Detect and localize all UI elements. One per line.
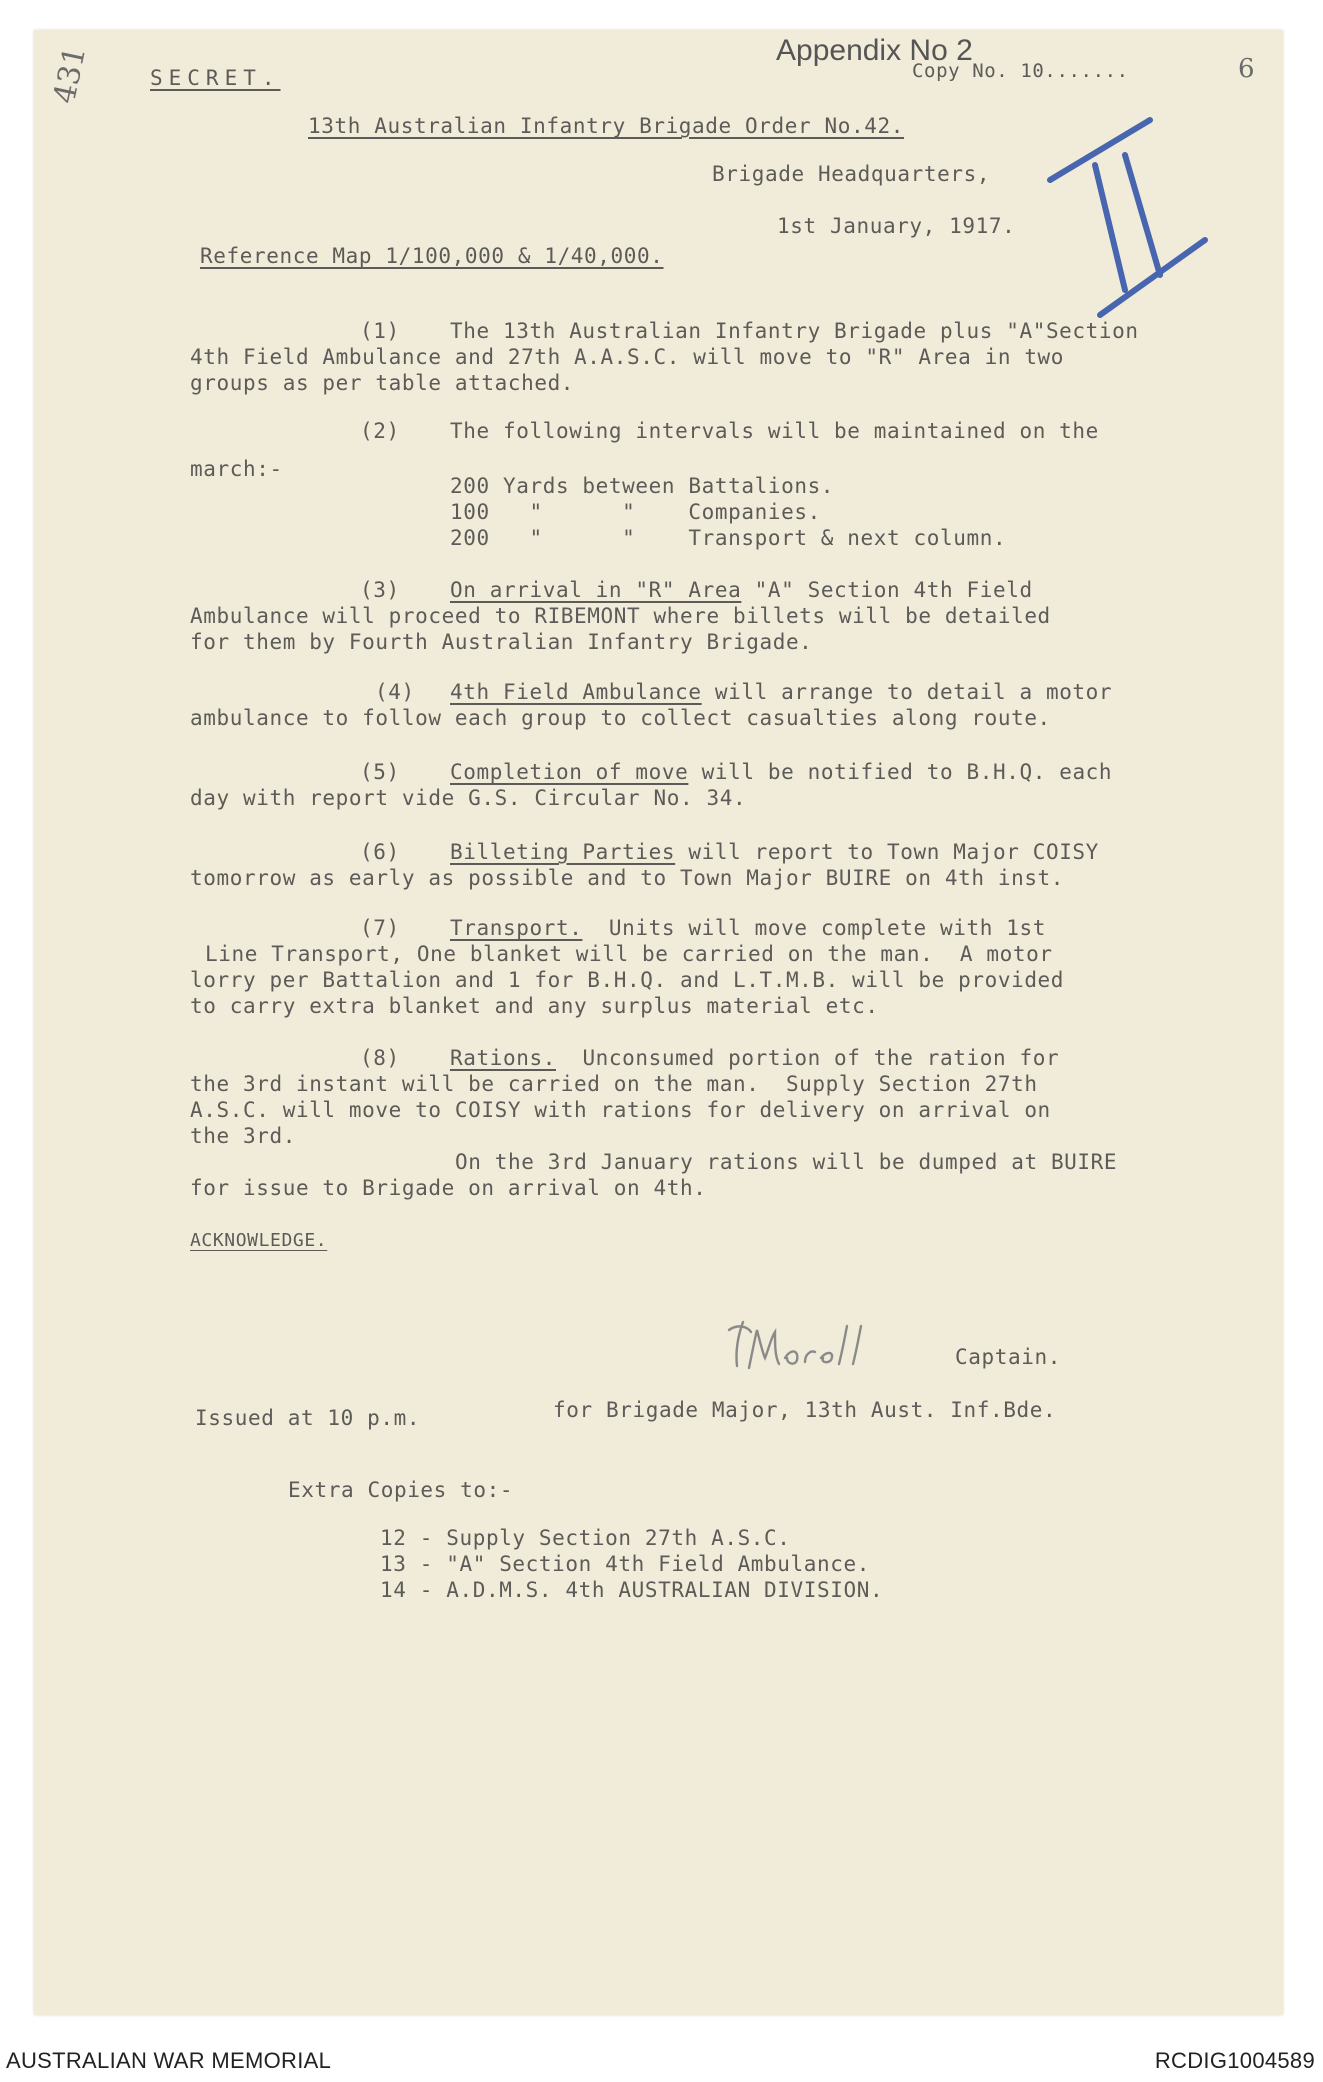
para-5-number: (5) bbox=[360, 760, 400, 784]
para-6-line: will report to Town Major COISY bbox=[675, 840, 1099, 864]
margin-number: 431 bbox=[47, 43, 94, 107]
para-3-first-line bbox=[450, 580, 1033, 601]
para-7-line: lorry per Battalion and 1 for B.H.Q. and L.T.M.B. will be provided bbox=[190, 968, 1065, 992]
footer-image-id: RCDIG1004589 bbox=[1154, 2048, 1315, 2073]
copy-number: Copy No. 10....... bbox=[912, 60, 1129, 82]
para-3-line: "A" Section 4th Field bbox=[741, 578, 1033, 602]
reference-map: Reference Map 1/100,000 & 1/40,000. bbox=[200, 244, 664, 268]
para-4-number: (4) bbox=[375, 680, 415, 704]
acknowledge-line: ACKNOWLEDGE. bbox=[190, 1230, 328, 1251]
date-line: 1st January, 1917. bbox=[777, 214, 1016, 238]
para-8-line: the 3rd. bbox=[190, 1124, 296, 1148]
para-6-heading: Billeting Parties bbox=[450, 840, 676, 864]
para-3-line: Ambulance will proceed to RIBEMONT where billets will be detailed bbox=[190, 604, 1051, 628]
para-1-line: 4th Field Ambulance and 27th A.A.S.C. will move to "R" Area in two bbox=[190, 345, 1065, 369]
para-8-first-line bbox=[450, 1048, 1059, 1069]
para-7-first-line bbox=[450, 918, 1046, 939]
para-5-first-line bbox=[450, 762, 1112, 783]
para-4-line: will arrange to detail a motor bbox=[701, 680, 1113, 704]
pencil-mark-icon bbox=[1040, 110, 1220, 325]
interval-item: 200 Yards between Battalions. bbox=[450, 474, 835, 498]
signature-icon bbox=[725, 1318, 925, 1378]
para-6-first-line bbox=[450, 842, 1099, 863]
para-1-line: groups as per table attached. bbox=[190, 371, 575, 395]
para-8-line: On the 3rd January rations will be dumped at BUIRE bbox=[455, 1150, 1118, 1174]
signature-for-line: for Brigade Major, 13th Aust. Inf.Bde. bbox=[553, 1398, 1057, 1422]
appendix-note: Appendix No 2 bbox=[776, 34, 973, 67]
para-7-number: (7) bbox=[360, 916, 400, 940]
para-2-number: (2) bbox=[360, 419, 400, 443]
para-5-line: day with report vide G.S. Circular No. 34. bbox=[190, 786, 747, 810]
para-2-line: The following intervals will be maintained on the bbox=[450, 419, 1099, 443]
para-8-heading: Rations. bbox=[450, 1046, 556, 1070]
para-8-number: (8) bbox=[360, 1046, 400, 1070]
para-8-line: Unconsumed portion of the ration for bbox=[555, 1046, 1060, 1070]
para-6-number: (6) bbox=[360, 840, 400, 864]
para-4-first-line bbox=[450, 682, 1112, 703]
para-6-line: tomorrow as early as possible and to Town Major BUIRE on 4th inst. bbox=[190, 866, 1065, 890]
interval-item: 200 " " Transport & next column. bbox=[450, 526, 1007, 550]
para-1-line: The 13th Australian Infantry Brigade plus "A"Section bbox=[450, 319, 1139, 343]
page-number: 6 bbox=[1238, 54, 1255, 84]
para-8-line: for issue to Brigade on arrival on 4th. bbox=[190, 1176, 707, 1200]
para-7-heading: Transport. bbox=[450, 916, 583, 940]
extra-copies-item: 14 - A.D.M.S. 4th AUSTRALIAN DIVISION. bbox=[380, 1578, 884, 1602]
para-4-heading: 4th Field Ambulance bbox=[450, 680, 702, 704]
para-4-line: ambulance to follow each group to collect casualties along route. bbox=[190, 706, 1051, 730]
issued-at: Issued at 10 p.m. bbox=[195, 1406, 421, 1430]
para-5-line: will be notified to B.H.Q. each bbox=[688, 760, 1113, 784]
para-3-line: for them by Fourth Australian Infantry Brigade. bbox=[190, 630, 813, 654]
location-line: Brigade Headquarters, bbox=[712, 162, 991, 186]
interval-item: 100 " " Companies. bbox=[450, 500, 821, 524]
para-7-line: to carry extra blanket and any surplus material etc. bbox=[190, 994, 879, 1018]
para-3-heading: On arrival in "R" Area bbox=[450, 578, 742, 602]
para-8-line: A.S.C. will move to COISY with rations for delivery on arrival on bbox=[190, 1098, 1051, 1122]
extra-copies-item: 12 - Supply Section 27th A.S.C. bbox=[380, 1526, 791, 1550]
para-5-heading: Completion of move bbox=[450, 760, 689, 784]
extra-copies-label: Extra Copies to:- bbox=[288, 1478, 514, 1502]
para-7-line: Units will move complete with 1st bbox=[582, 916, 1046, 940]
para-7-line: Line Transport, One blanket will be carried on the man. A motor bbox=[205, 942, 1053, 966]
secret-heading: SECRET. bbox=[150, 66, 281, 90]
extra-copies-item: 13 - "A" Section 4th Field Ambulance. bbox=[380, 1552, 870, 1576]
para-8-line: the 3rd instant will be carried on the man. Supply Section 27th bbox=[190, 1072, 1038, 1096]
footer-source: AUSTRALIAN WAR MEMORIAL bbox=[6, 2048, 332, 2073]
para-3-number: (3) bbox=[360, 578, 400, 602]
order-title: 13th Australian Infantry Brigade Order No.42. bbox=[308, 114, 904, 138]
signature-rank: Captain. bbox=[955, 1345, 1061, 1369]
para-1-number: (1) bbox=[360, 319, 400, 343]
para-2-line: march:- bbox=[190, 457, 283, 481]
